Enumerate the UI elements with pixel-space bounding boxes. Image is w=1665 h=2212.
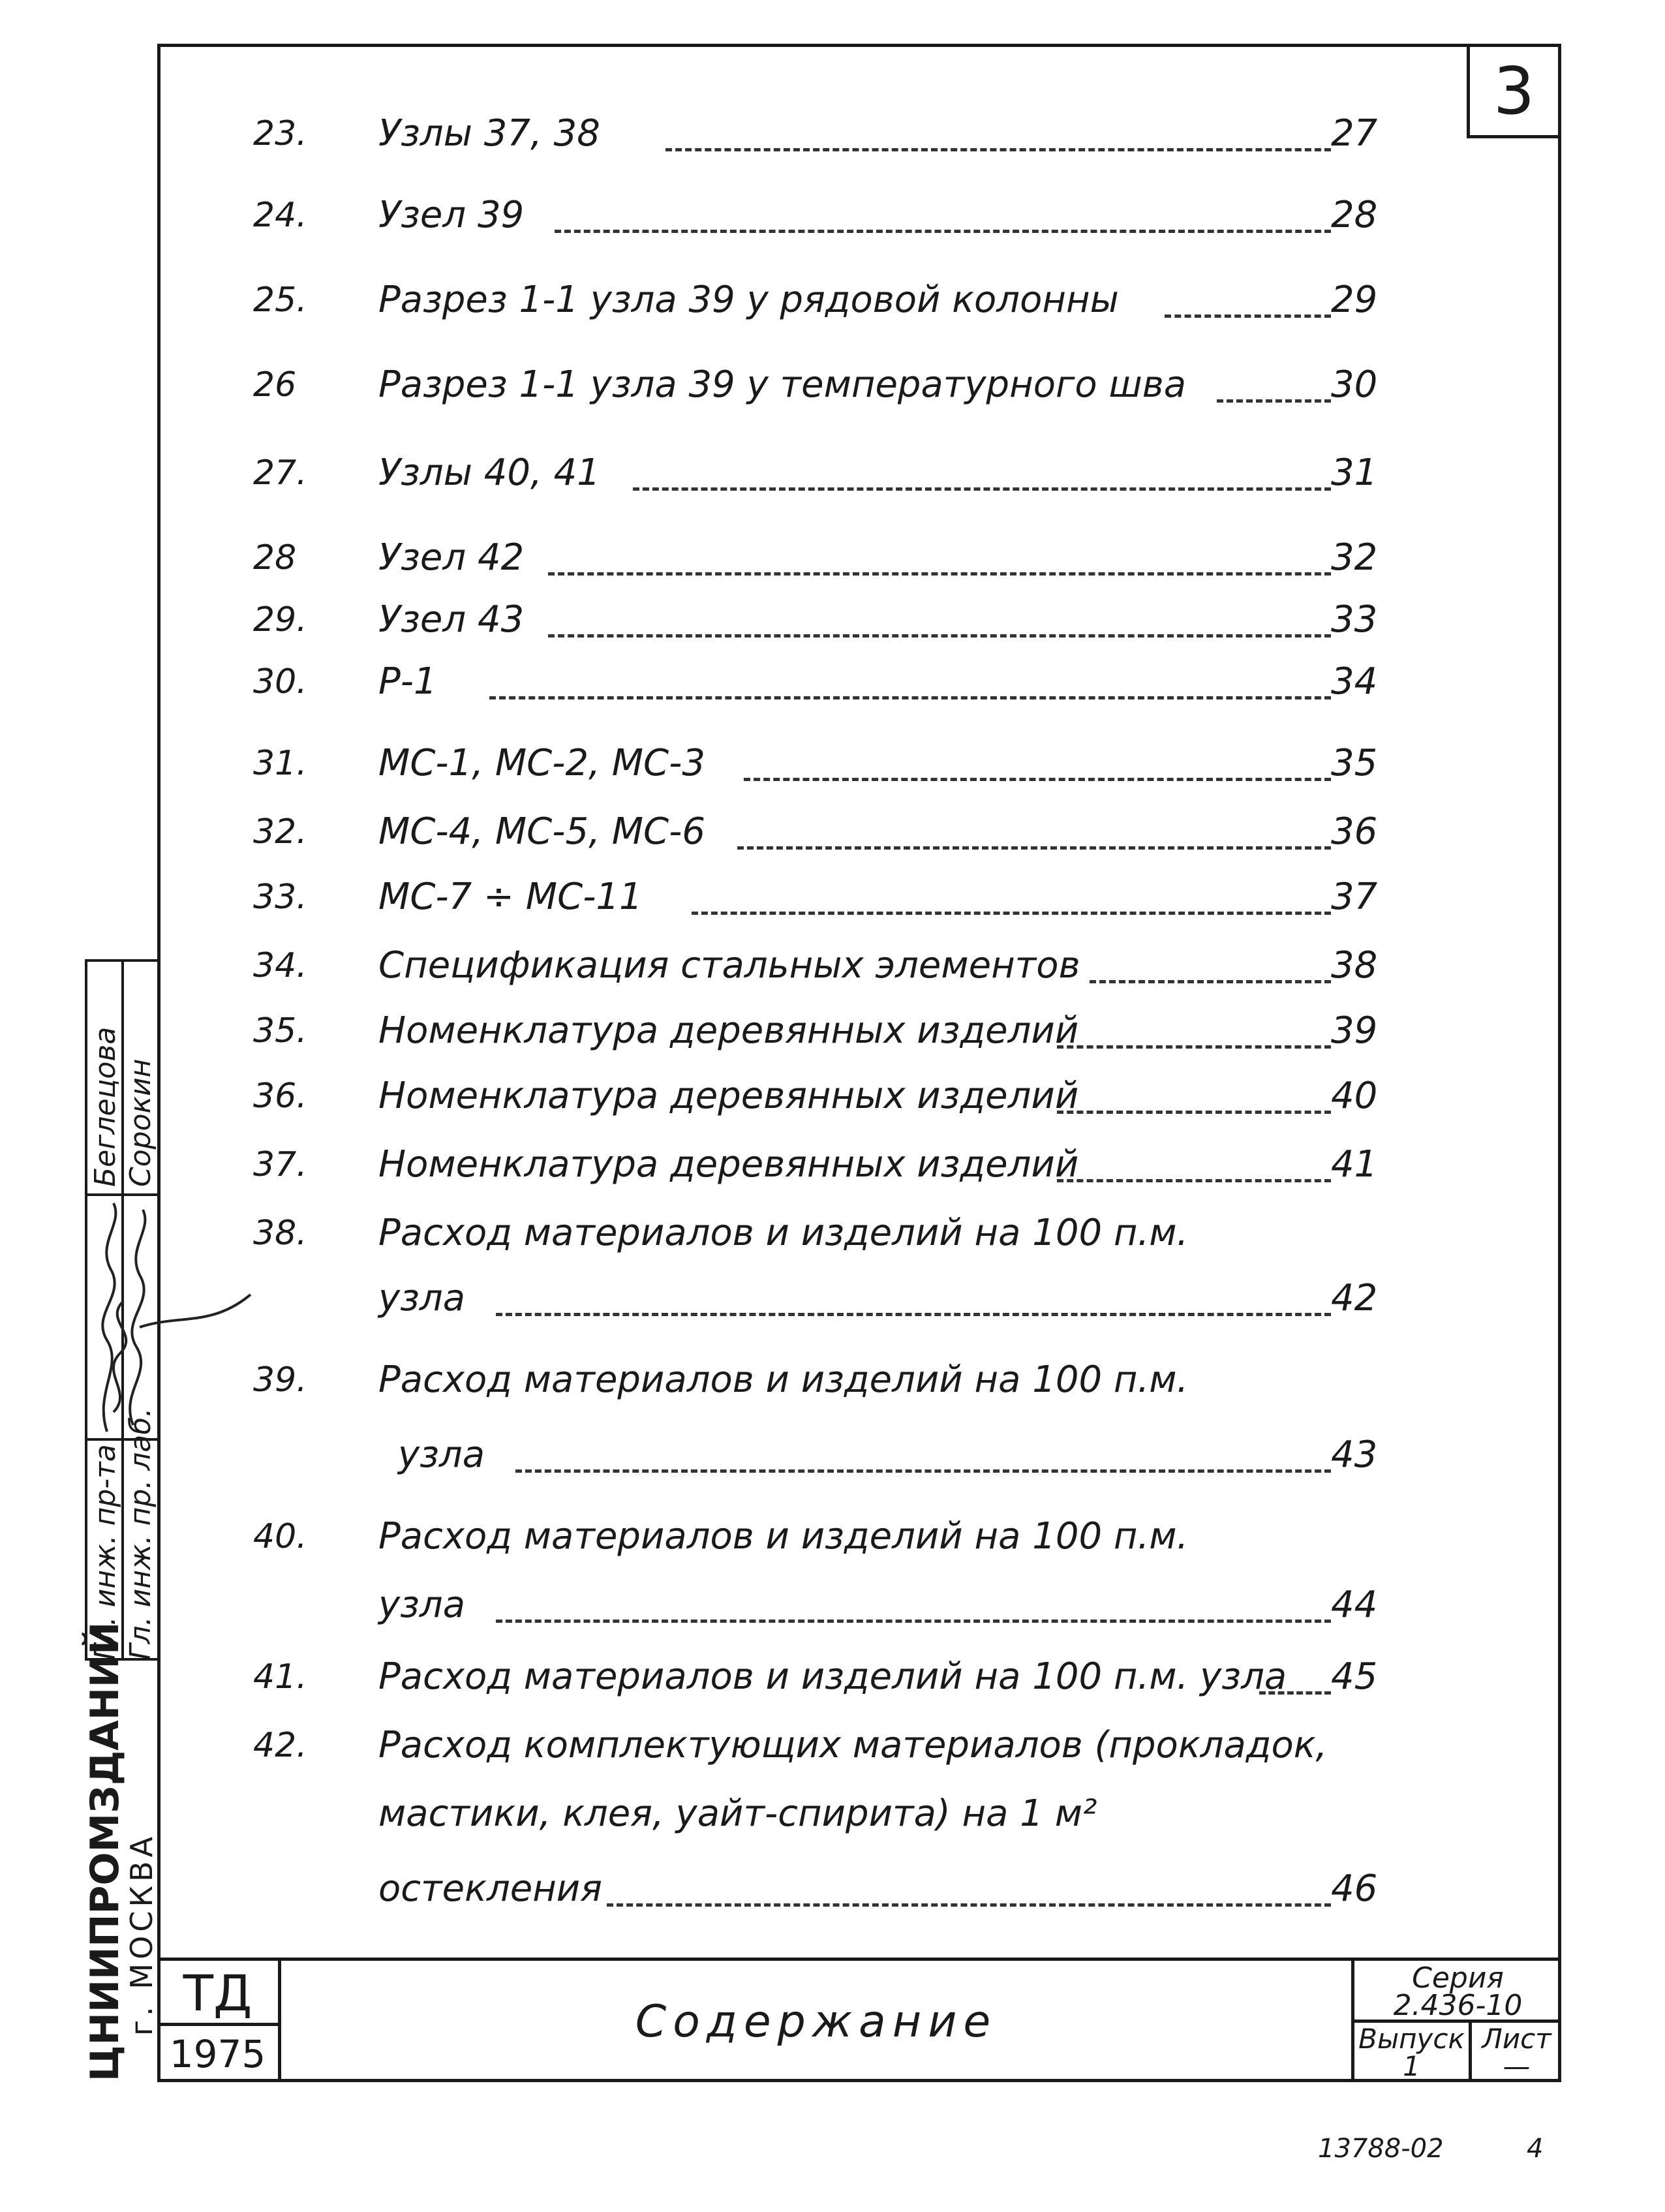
stamp-name-1: Беглецова xyxy=(89,1026,122,1187)
toc-item-page: 46 xyxy=(1331,1867,1378,1910)
toc-item-number: 33. xyxy=(253,878,307,917)
stamp-name-2: Сорокин xyxy=(124,1058,157,1187)
toc-row xyxy=(0,587,1665,653)
toc-row xyxy=(0,1064,1665,1129)
toc-leader-dots xyxy=(1057,1045,1331,1049)
issue-label: Выпуск xyxy=(1358,2023,1465,2055)
toc-item-number: 38. xyxy=(253,1214,307,1253)
toc-item-page: 45 xyxy=(1331,1655,1378,1698)
toc-leader-dots xyxy=(1259,1691,1331,1695)
toc-item-page: 33 xyxy=(1331,598,1378,641)
toc-item-number: 32. xyxy=(253,812,307,852)
toc-item-page: 40 xyxy=(1331,1075,1378,1117)
toc-item-title: Узел 39 xyxy=(378,194,525,236)
toc-row xyxy=(0,731,1665,796)
toc-item-page: 28 xyxy=(1331,194,1378,236)
toc-row xyxy=(0,1504,1665,1569)
toc-item-title: Расход комплектующих материалов (прокладок, xyxy=(378,1724,1328,1766)
toc-row xyxy=(0,865,1665,930)
toc-leader-dots xyxy=(665,148,1331,151)
toc-item-page: 29 xyxy=(1331,279,1378,321)
sheet-number: 3 xyxy=(1493,53,1535,129)
toc-leader-dots xyxy=(692,912,1331,915)
toc-row xyxy=(0,1573,1665,1638)
toc-item-title: Расход материалов и изделий на 100 п.м. узла xyxy=(378,1655,1287,1698)
toc-item-number: 42. xyxy=(253,1726,307,1765)
toc-item-title: Расход материалов и изделий на 100 п.м. xyxy=(378,1515,1189,1558)
series-value: 2.436-10 xyxy=(1393,1989,1523,2022)
toc-item-number: 23. xyxy=(253,114,307,153)
toc-item-number: 39. xyxy=(253,1360,307,1400)
toc-item-page: 37 xyxy=(1331,876,1378,918)
toc-row xyxy=(0,649,1665,714)
approval-stamp xyxy=(85,959,157,1661)
toc-leader-dots xyxy=(1057,1111,1331,1114)
toc-item-title: Расход материалов и изделий на 100 п.м. xyxy=(378,1212,1189,1254)
toc-item-number: 35. xyxy=(253,1011,307,1051)
toc-item-page: 39 xyxy=(1331,1009,1378,1052)
toc-row xyxy=(0,933,1665,998)
toc-leader-dots xyxy=(1057,1179,1331,1182)
toc-item-title: остекления xyxy=(378,1867,602,1910)
toc-leader-dots xyxy=(1090,980,1331,983)
stamp-role-1: Гл. инж. пр-та xyxy=(89,1444,122,1660)
toc-item-number: 25. xyxy=(253,281,307,320)
toc-row xyxy=(0,1856,1665,1922)
toc-item-number: 37. xyxy=(253,1145,307,1184)
title-block-year: 1975 xyxy=(157,2026,281,2082)
toc-item-title: Номенклатура деревянных изделий xyxy=(378,1075,1079,1117)
toc-item-title: Узлы 40, 41 xyxy=(378,452,600,494)
page-number: 4 xyxy=(1527,2134,1544,2164)
toc-item-number: 24. xyxy=(253,196,307,235)
title-block xyxy=(157,1958,1561,2082)
toc-item-number: 36. xyxy=(253,1077,307,1116)
title-block-org-code: ТД xyxy=(157,1961,281,2026)
toc-item-number: 30. xyxy=(253,662,307,701)
series-cell xyxy=(1354,1961,1561,2023)
toc-leader-dots xyxy=(548,634,1331,637)
toc-row xyxy=(0,352,1665,418)
toc-row xyxy=(0,101,1665,166)
toc-item-title: Спецификация стальных элементов xyxy=(378,944,1080,987)
toc-leader-dots xyxy=(515,1469,1331,1473)
toc-leader-dots xyxy=(548,572,1331,576)
toc-item-title: узла xyxy=(398,1434,485,1476)
toc-item-number: 41. xyxy=(253,1657,307,1697)
toc-row xyxy=(0,1713,1665,1778)
toc-item-page: 35 xyxy=(1331,742,1378,784)
toc-item-number: 29. xyxy=(253,600,307,639)
toc-leader-dots xyxy=(744,778,1331,781)
organization-stamp xyxy=(82,1621,159,2082)
stamp-role-2: Гл. инж. пр. лаб. xyxy=(124,1407,157,1660)
toc-row xyxy=(0,525,1665,591)
toc-item-page: 32 xyxy=(1331,536,1378,579)
toc-item-page: 43 xyxy=(1331,1434,1378,1476)
toc-row xyxy=(0,183,1665,248)
archive-code: 13788-02 xyxy=(1318,2134,1444,2164)
toc-item-title: Узлы 37, 38 xyxy=(378,112,600,155)
toc-leader-dots xyxy=(737,846,1331,850)
toc-item-number: 40. xyxy=(253,1517,307,1556)
toc-row xyxy=(0,268,1665,333)
toc-item-page: 38 xyxy=(1331,944,1378,987)
toc-item-title: Разрез 1-1 узла 39 у рядовой колонны xyxy=(378,279,1119,321)
toc-row xyxy=(0,998,1665,1064)
toc-leader-dots xyxy=(607,1903,1331,1907)
series-label: Серия xyxy=(1412,1961,1504,1995)
toc-item-number: 26 xyxy=(253,365,297,405)
toc-item-title: мастики, клея, уайт-спирита) на 1 м² xyxy=(378,1792,1097,1835)
document-title: Содержание xyxy=(281,1961,1354,2082)
toc-item-title: МС-7 ÷ МС-11 xyxy=(378,876,643,918)
toc-leader-dots xyxy=(633,487,1331,491)
toc-item-page: 34 xyxy=(1331,660,1378,703)
toc-item-title: Разрез 1-1 узла 39 у температурного шва xyxy=(378,363,1187,406)
stamp-divider xyxy=(87,1193,157,1196)
toc-row xyxy=(0,1781,1665,1847)
toc-item-page: 41 xyxy=(1331,1143,1378,1186)
toc-item-title: Узел 42 xyxy=(378,536,525,579)
toc-item-title: МС-4, МС-5, МС-6 xyxy=(378,810,705,853)
toc-item-title: Номенклатура деревянных изделий xyxy=(378,1143,1079,1186)
issue-value: 1 xyxy=(1403,2050,1420,2082)
sheet-cell xyxy=(1472,2023,1561,2082)
toc-item-number: 27. xyxy=(253,453,307,493)
toc-item-page: 44 xyxy=(1331,1584,1378,1626)
toc-item-page: 30 xyxy=(1331,363,1378,406)
toc-item-title: Узел 43 xyxy=(378,598,525,641)
toc-leader-dots xyxy=(489,696,1331,699)
toc-row xyxy=(0,799,1665,865)
toc-leader-dots xyxy=(496,1620,1331,1623)
issue-cell xyxy=(1354,2023,1472,2082)
toc-item-title: Номенклатура деревянных изделий xyxy=(378,1009,1079,1052)
toc-item-page: 42 xyxy=(1331,1277,1378,1319)
signature-2 xyxy=(120,1197,303,1438)
toc-item-title: узла xyxy=(378,1277,466,1319)
toc-item-page: 36 xyxy=(1331,810,1378,853)
organization-city: г. МОСКВА xyxy=(124,1832,159,2036)
toc-item-page: 27 xyxy=(1331,112,1378,155)
toc-item-title: узла xyxy=(378,1584,466,1626)
toc-leader-dots xyxy=(1165,315,1331,318)
organization-name: ЦНИИПРОМЗДАНИЙ xyxy=(82,1621,128,2081)
toc-item-title: МС-1, МС-2, МС-3 xyxy=(378,742,705,784)
toc-item-title: Расход материалов и изделий на 100 п.м. xyxy=(378,1359,1189,1401)
toc-leader-dots xyxy=(496,1313,1331,1316)
sheet-value: — xyxy=(1503,2050,1531,2082)
toc-item-number: 34. xyxy=(253,946,307,985)
sheet-label: Лист xyxy=(1482,2023,1551,2055)
toc-leader-dots xyxy=(1217,399,1331,403)
toc-row xyxy=(0,440,1665,506)
toc-leader-dots xyxy=(555,230,1331,233)
toc-item-page: 31 xyxy=(1331,452,1378,494)
toc-item-number: 28 xyxy=(253,538,297,577)
toc-item-title: Р-1 xyxy=(378,660,437,703)
toc-row xyxy=(0,1644,1665,1710)
toc-item-number: 31. xyxy=(253,744,307,783)
toc-row xyxy=(0,1132,1665,1197)
